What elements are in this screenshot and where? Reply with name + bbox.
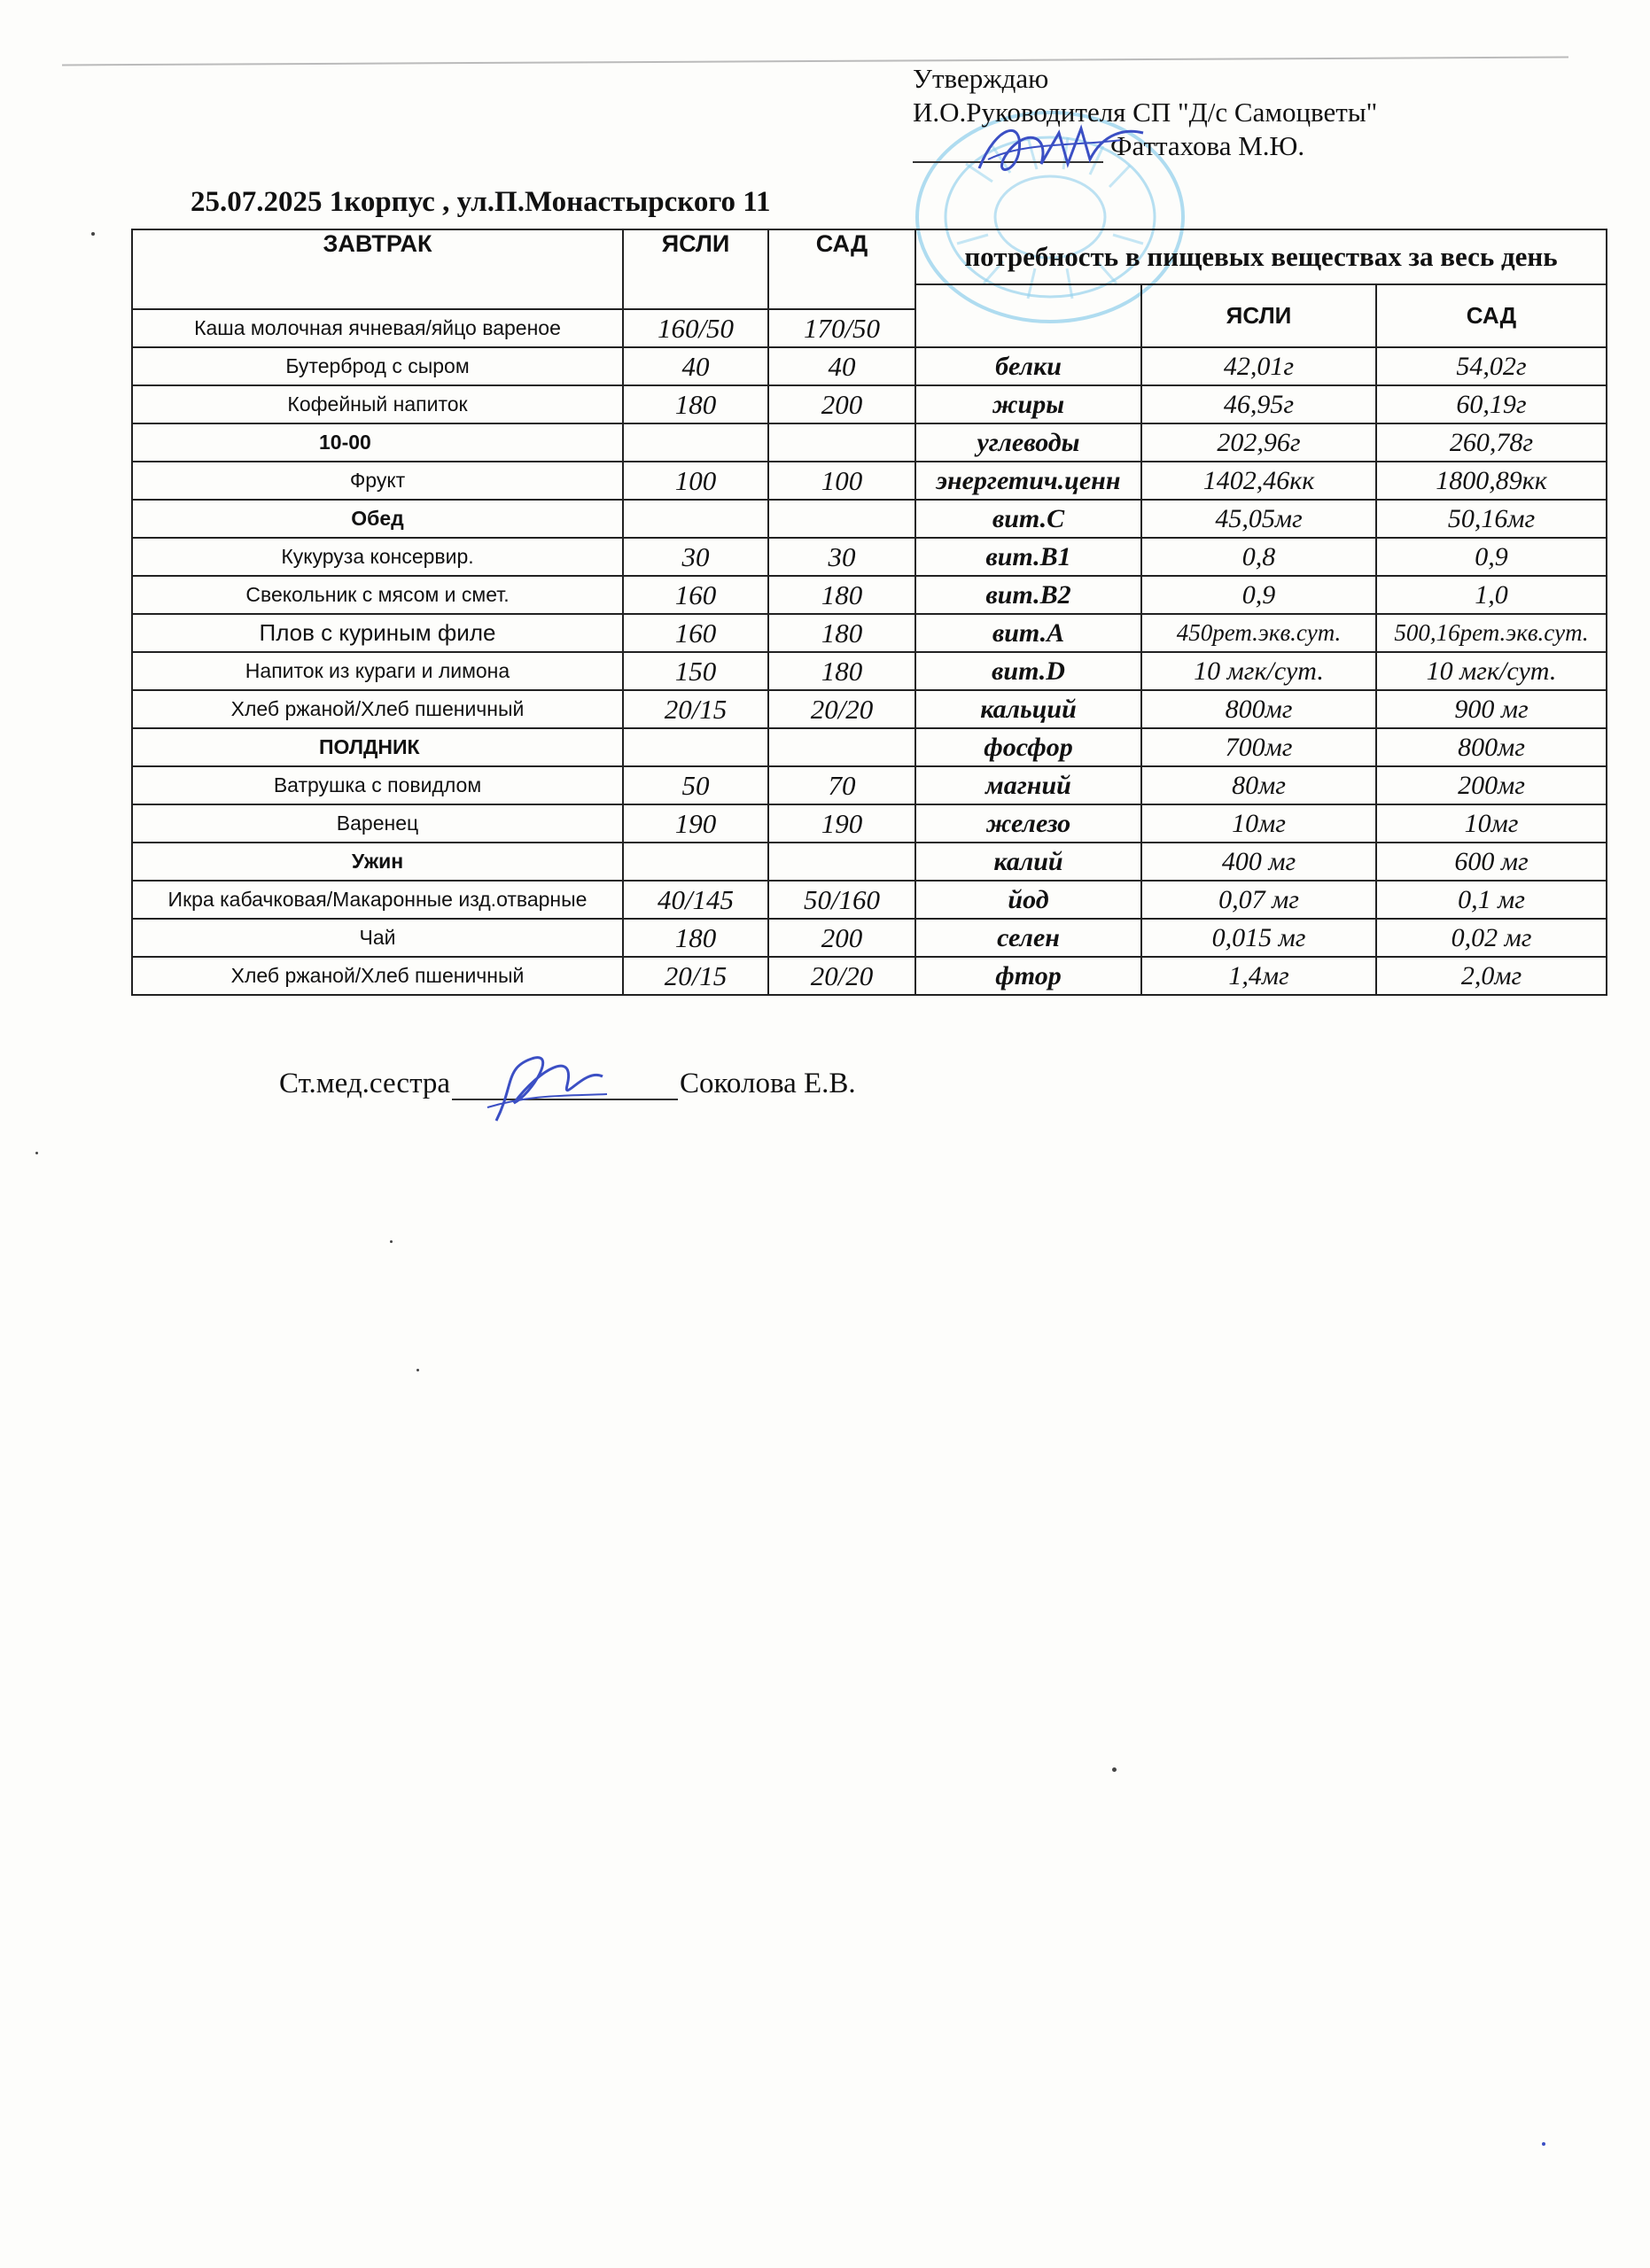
nutrient-sad-cell: 200мг	[1376, 766, 1607, 804]
nutrient-name-cell: кальций	[915, 690, 1141, 728]
nutrient-name-cell: углеводы	[915, 423, 1141, 462]
table-row	[132, 690, 1607, 728]
nutrient-name-cell: вит.С	[915, 500, 1141, 538]
nutrient-name-cell: вит.D	[915, 652, 1141, 690]
nutrient-yasli-cell: 450рет.экв.сут.	[1141, 614, 1376, 652]
scan-speck	[35, 1152, 38, 1154]
nutrient-sad-cell: 54,02г	[1376, 347, 1607, 385]
nutrient-sad-cell: 800мг	[1376, 728, 1607, 766]
dish-name-cell: Хлеб ржаной/Хлеб пшеничный	[132, 957, 623, 995]
sad-portion-cell: 190	[768, 804, 915, 843]
nutrient-sad-cell: 1,0	[1376, 576, 1607, 614]
yasli-portion-cell: 180	[623, 385, 768, 423]
dish-name-cell: Плов с куриным филе	[132, 614, 623, 652]
nutrient-yasli-cell: 46,95г	[1141, 385, 1376, 423]
sad-portion-cell: 180	[768, 614, 915, 652]
sad-portion-cell: 30	[768, 538, 915, 576]
nutrient-name-cell: вит.В2	[915, 576, 1141, 614]
nutrient-yasli-cell: 400 мг	[1141, 843, 1376, 881]
header-needs-sad: САД	[1376, 284, 1607, 347]
nutrient-yasli-cell: 202,96г	[1141, 423, 1376, 462]
header-needs-yasli: ЯСЛИ	[1141, 284, 1376, 347]
nurse-role: Ст.мед.сестра	[279, 1068, 451, 1099]
dish-name-cell: Кукуруза консервир.	[132, 538, 623, 576]
yasli-portion-cell	[623, 500, 768, 538]
yasli-portion-cell: 180	[623, 919, 768, 957]
scan-speck	[1112, 1767, 1117, 1772]
nutrient-sad-cell: 600 мг	[1376, 843, 1607, 881]
sad-portion-cell: 70	[768, 766, 915, 804]
dish-name-cell: 10-00	[132, 423, 623, 462]
nutrient-name-cell: вит.В1	[915, 538, 1141, 576]
yasli-portion-cell: 190	[623, 804, 768, 843]
yasli-portion-cell: 20/15	[623, 690, 768, 728]
dish-name-cell: Бутерброд с сыром	[132, 347, 623, 385]
yasli-portion-cell: 30	[623, 538, 768, 576]
yasli-portion-cell: 160/50	[623, 309, 768, 347]
dish-name-cell: Ватрушка с повидлом	[132, 766, 623, 804]
table-row	[132, 462, 1607, 500]
nutrient-yasli-cell: 800мг	[1141, 690, 1376, 728]
approval-line-1: Утверждаю	[913, 63, 1049, 94]
nutrient-name-cell: энергетич.ценн	[915, 462, 1141, 500]
dish-name-cell: ПОЛДНИК	[132, 728, 623, 766]
table-row	[132, 652, 1607, 690]
nutrient-sad-cell: 900 мг	[1376, 690, 1607, 728]
header-dish: ЗАВТРАК	[132, 229, 623, 309]
header-yasli: ЯСЛИ	[623, 229, 768, 309]
header-needs-title: потребность в пищевых веществах за весь день	[915, 229, 1607, 284]
sad-portion-cell: 20/20	[768, 690, 915, 728]
table-row	[132, 538, 1607, 576]
nutrient-name-cell: калий	[915, 843, 1141, 881]
nutrient-name-cell: фтор	[915, 957, 1141, 995]
nutrient-name-cell: селен	[915, 919, 1141, 957]
table-row	[132, 576, 1607, 614]
yasli-portion-cell: 100	[623, 462, 768, 500]
table-row	[132, 500, 1607, 538]
yasli-portion-cell	[623, 728, 768, 766]
nutrient-yasli-cell: 42,01г	[1141, 347, 1376, 385]
table-row	[132, 957, 1607, 995]
nutrient-yasli-cell: 0,015 мг	[1141, 919, 1376, 957]
menu-table	[131, 229, 1607, 996]
nutrient-sad-cell: 60,19г	[1376, 385, 1607, 423]
nutrient-name-cell: белки	[915, 347, 1141, 385]
nutrient-sad-cell: 2,0мг	[1376, 957, 1607, 995]
sad-portion-cell: 180	[768, 576, 915, 614]
approval-line-2: И.О.Руководителя СП "Д/с Самоцветы"	[913, 97, 1378, 128]
table-header-row	[132, 229, 1607, 284]
sad-portion-cell	[768, 843, 915, 881]
nutrient-name-cell: магний	[915, 766, 1141, 804]
nutrient-name-cell: железо	[915, 804, 1141, 843]
yasli-portion-cell: 40	[623, 347, 768, 385]
header-sad: САД	[768, 229, 915, 309]
table-row	[132, 347, 1607, 385]
table-row	[132, 804, 1607, 843]
nutrient-sad-cell: 0,9	[1376, 538, 1607, 576]
sad-portion-cell: 170/50	[768, 309, 915, 347]
nutrient-yasli-cell: 1,4мг	[1141, 957, 1376, 995]
dish-name-cell: Обед	[132, 500, 623, 538]
table-row	[132, 843, 1607, 881]
dish-name-cell: Хлеб ржаной/Хлеб пшеничный	[132, 690, 623, 728]
dish-name-cell: Свекольник с мясом и смет.	[132, 576, 623, 614]
nutrient-sad-cell: 260,78г	[1376, 423, 1607, 462]
dish-name-cell: Чай	[132, 919, 623, 957]
sad-portion-cell: 100	[768, 462, 915, 500]
scan-speck	[1542, 2142, 1545, 2146]
sad-portion-cell	[768, 728, 915, 766]
sad-portion-cell	[768, 423, 915, 462]
needs-blank-cell	[915, 309, 1141, 347]
sad-portion-cell: 180	[768, 652, 915, 690]
nutrient-sad-cell: 500,16рет.экв.сут.	[1376, 614, 1607, 652]
yasli-portion-cell: 50	[623, 766, 768, 804]
yasli-portion-cell: 160	[623, 576, 768, 614]
nutrient-sad-cell: 50,16мг	[1376, 500, 1607, 538]
table-row	[132, 423, 1607, 462]
yasli-portion-cell: 40/145	[623, 881, 768, 919]
nutrient-sad-cell: 10 мгк/сут.	[1376, 652, 1607, 690]
table-row	[132, 919, 1607, 957]
sad-portion-cell: 40	[768, 347, 915, 385]
dish-name-cell: Икра кабачковая/Макаронные изд.отварные	[132, 881, 623, 919]
dish-name-cell: Каша молочная ячневая/яйцо вареное	[132, 309, 623, 347]
sad-portion-cell: 200	[768, 385, 915, 423]
yasli-portion-cell: 160	[623, 614, 768, 652]
header-needs-blank	[915, 284, 1141, 309]
nutrient-yasli-cell: 10мг	[1141, 804, 1376, 843]
nurse-name: Соколова Е.В.	[680, 1068, 856, 1099]
director-signature	[970, 115, 1148, 186]
nurse-signature	[479, 1032, 611, 1138]
dish-name-cell: Варенец	[132, 804, 623, 843]
table-row	[132, 614, 1607, 652]
approval-name: Фаттахова М.Ю.	[1110, 130, 1305, 161]
nutrient-name-cell: жиры	[915, 385, 1141, 423]
nutrient-yasli-cell: 0,07 мг	[1141, 881, 1376, 919]
scan-speck	[390, 1240, 393, 1243]
nutrient-yasli-cell: 45,05мг	[1141, 500, 1376, 538]
nutrient-name-cell: йод	[915, 881, 1141, 919]
sad-portion-cell: 200	[768, 919, 915, 957]
nutrient-sad-cell: 0,1 мг	[1376, 881, 1607, 919]
dish-name-cell: Фрукт	[132, 462, 623, 500]
dish-name-cell: Ужин	[132, 843, 623, 881]
nutrient-yasli-cell: 0,9	[1141, 576, 1376, 614]
yasli-portion-cell: 20/15	[623, 957, 768, 995]
document-heading: 25.07.2025 1корпус , ул.П.Монастырского 11	[191, 186, 771, 218]
nutrient-sad-cell: 10мг	[1376, 804, 1607, 843]
yasli-portion-cell	[623, 843, 768, 881]
scan-speck	[91, 232, 95, 236]
table-row	[132, 385, 1607, 423]
nutrient-yasli-cell: 700мг	[1141, 728, 1376, 766]
sad-portion-cell: 20/20	[768, 957, 915, 995]
yasli-portion-cell: 150	[623, 652, 768, 690]
nutrient-yasli-cell: 0,8	[1141, 538, 1376, 576]
dish-name-cell: Кофейный напиток	[132, 385, 623, 423]
nutrient-name-cell: фосфор	[915, 728, 1141, 766]
nutrient-yasli-cell: 1402,46кк	[1141, 462, 1376, 500]
nutrient-sad-cell: 0,02 мг	[1376, 919, 1607, 957]
table-row	[132, 881, 1607, 919]
nutrient-sad-cell: 1800,89кк	[1376, 462, 1607, 500]
dish-name-cell: Напиток из кураги и лимона	[132, 652, 623, 690]
scan-speck	[416, 1369, 419, 1371]
nutrient-yasli-cell: 10 мгк/сут.	[1141, 652, 1376, 690]
table-row	[132, 766, 1607, 804]
yasli-portion-cell	[623, 423, 768, 462]
nutrient-yasli-cell: 80мг	[1141, 766, 1376, 804]
sad-portion-cell	[768, 500, 915, 538]
table-row	[132, 728, 1607, 766]
sad-portion-cell: 50/160	[768, 881, 915, 919]
nutrient-name-cell: вит.А	[915, 614, 1141, 652]
